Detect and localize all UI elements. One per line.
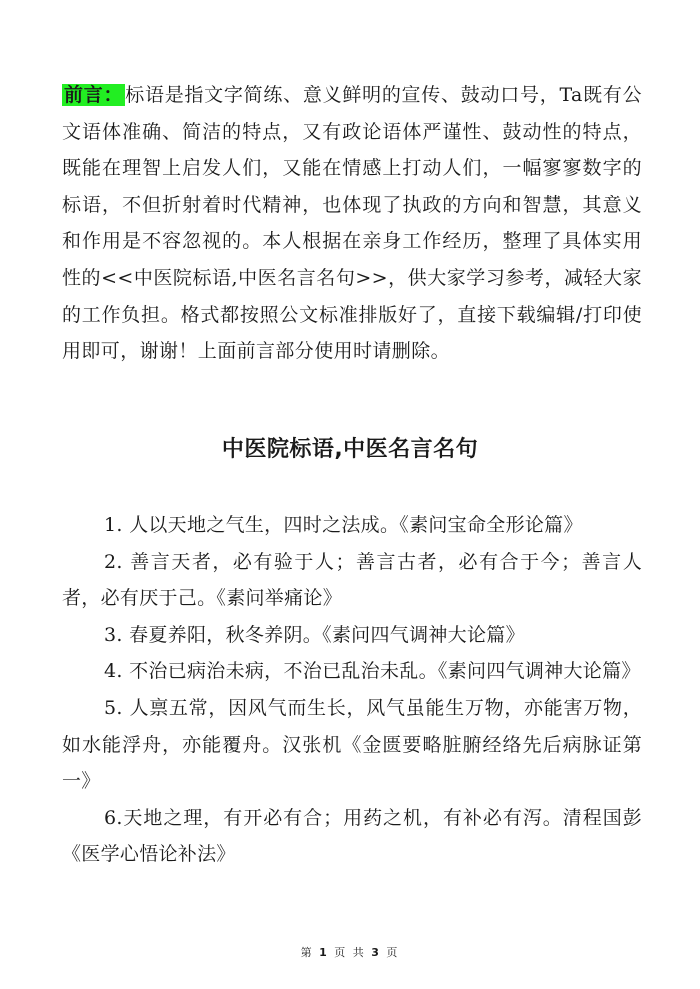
preface-paragraph [62,77,642,370]
quote-item: 3. 春夏养阳，秋冬养阴。《素问四气调神大论篇》 [104,623,525,646]
page-footer [0,944,700,960]
footer-middle: 页 共 [334,946,366,959]
quote-item: 1. 人以天地之气生，四时之法成。《素问宝命全形论篇》 [104,514,583,536]
footer-prefix: 第 [300,946,314,959]
footer-suffix: 页 [386,946,400,959]
quote-item: 2. 善言天者，必有验于人；善言古者，必有合于今；善言人者，必有厌于己。《素问举痛论》 [62,550,642,610]
quote-item: 5. 人禀五常，因风气而生长，风气虽能生万物，亦能害万物，如水能浮舟，亦能覆舟。汉张机《金匮要略脏腑经络先后病脉证第一》 [62,696,642,793]
quote-item: 4. 不治已病治未病，不治已乱治未乱。《素问四气调神大论篇》 [104,660,641,683]
footer-page-number: 1 [319,946,329,959]
preface-label: 前言： [64,84,124,106]
preface-text: 标语是指文字简练、意义鲜明的宣传、鼓动口号，Ta既有公文语体准确、简洁的特点，又有政论语体严谨性、鼓动性的特点，既能在理智上启发人们，又能在情感上打动人们，一幅寥寥数字的标语，不但折射着时代精神，也体现了执政的方向和智慧，其意义和作用是不容忽视的。本人根据在亲身工作经历，整理了具体实用性的<<中医院标语,中医名言名句>>，供大家学习参考，减轻大家的工作负担。格式都按照公文标准排版好了，直接下载编辑/打印使用即可，谢谢！上面前言部分使用时请删除。 [62,84,642,363]
document-title: 中医院标语,中医名言名句 [221,437,479,462]
quote-item: 6.天地之理，有开必有合；用药之机，有补必有泻。清程国彭《医学心悟论补法》 [62,806,642,866]
footer-total-pages: 3 [371,946,381,959]
quote-list [62,507,642,873]
